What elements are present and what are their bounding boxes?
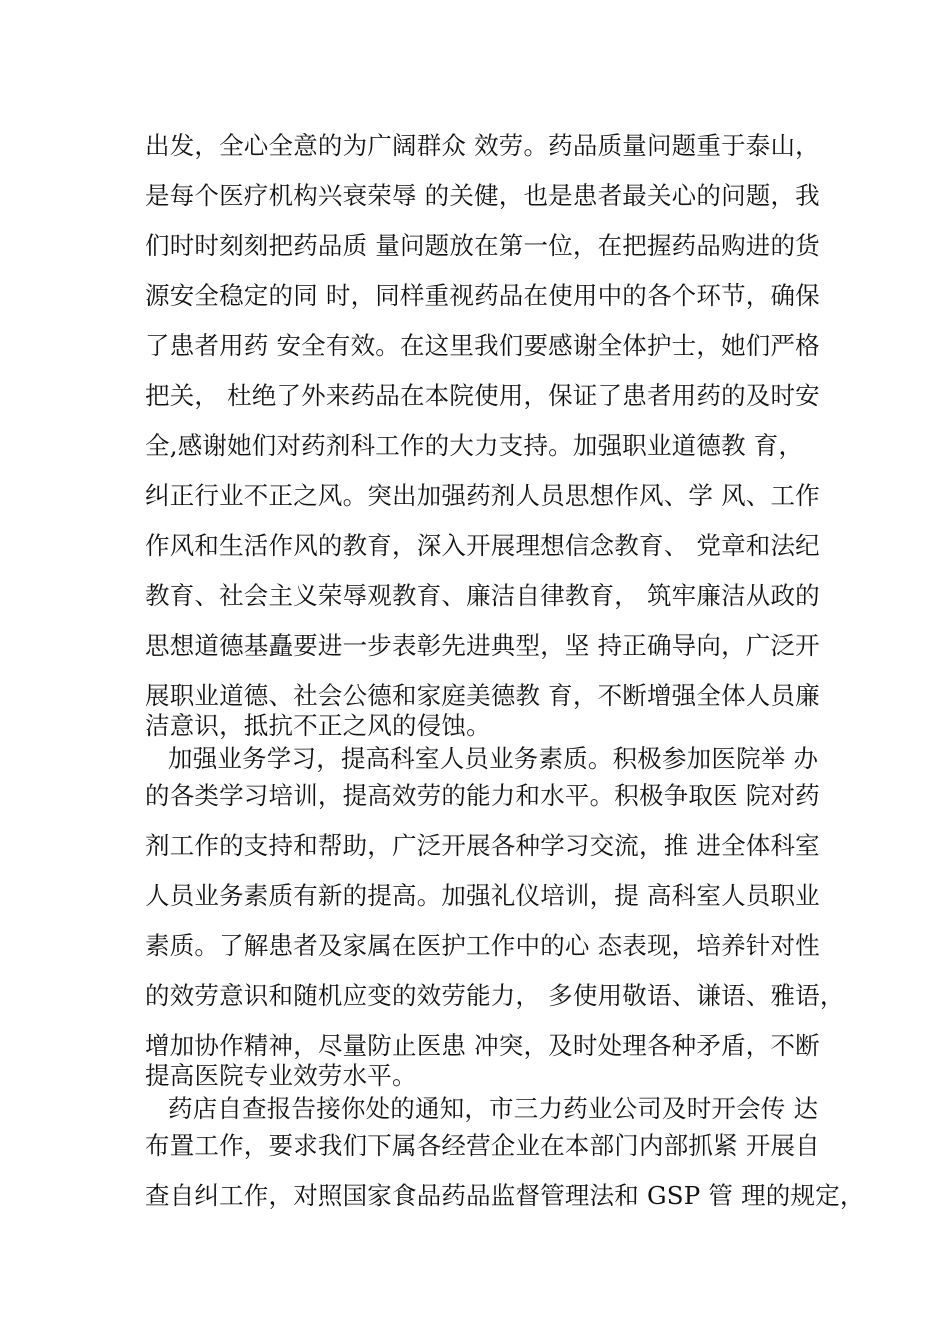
paragraph-first-line: 药店自查报告接你处的通知，市三力药业公司及时开会传 达 xyxy=(168,1094,819,1123)
paragraph-first-line: 加强业务学习，提高科室人员业务素质。积极参加医院举 办 xyxy=(168,744,819,773)
text-line: 展职业道德、社会公德和家庭美德教 育，不断增强全体人员廉 xyxy=(145,681,820,710)
text-line: 人员业务素质有新的提高。加强礼仪培训，提 高科室人员职业 xyxy=(145,881,820,910)
text-line: 洁意识，抵抗不正之风的侵蚀。 xyxy=(145,711,491,740)
text-line: 布置工作，要求我们下属各经营企业在本部门内部抓紧 开展自 xyxy=(145,1131,820,1160)
text-line: 的效劳意识和随机应变的效劳能力， 多使用敬语、谦语、雅语， xyxy=(145,981,845,1010)
text-line: 查自纠工作，对照国家食品药品监督管理法和 GSP 管 理的规定， xyxy=(145,1181,865,1210)
text-line: 思想道德基矗要进一步表彰先进典型，坚 持正确导向，广泛开 xyxy=(145,631,820,660)
text-line: 的各类学习培训，提高效劳的能力和水平。积极争取医 院对药 xyxy=(145,781,820,810)
text-line: 增加协作精神，尽量防止医患 冲突，及时处理各种矛盾，不断 xyxy=(145,1031,820,1060)
text-line: 剂工作的支持和帮助，广泛开展各种学习交流，推 进全体科室 xyxy=(145,831,820,860)
text-line: 作风和生活作风的教育，深入开展理想信念教育、 党章和法纪 xyxy=(145,531,820,560)
text-line: 出发，全心全意的为广阔群众 效劳。药品质量问题重于泰山， xyxy=(145,131,820,160)
text-line: 提高医院专业效劳水平。 xyxy=(145,1061,417,1090)
text-line: 们时时刻刻把药品质 量问题放在第一位，在把握药品购进的货 xyxy=(145,231,820,260)
text-line: 全,感谢她们对药剂科工作的大力支持。加强职业道德教 育， xyxy=(145,431,804,460)
text-line: 素质。了解患者及家属在医护工作中的心 态表现，培养针对性 xyxy=(145,931,820,960)
text-line: 教育、社会主义荣辱观教育、廉洁自律教育， 筑牢廉洁从政的 xyxy=(145,581,820,610)
text-line: 是每个医疗机构兴衰荣辱 的关健，也是患者最关心的问题，我 xyxy=(145,181,820,210)
text-line: 源安全稳定的同 时，同样重视药品在使用中的各个环节，确保 xyxy=(145,281,820,310)
text-line: 纠正行业不正之风。突出加强药剂人员思想作风、学 风、工作 xyxy=(145,481,820,510)
text-line: 把关， 杜绝了外来药品在本院使用，保证了患者用药的及时安 xyxy=(145,381,820,410)
text-line: 了患者用药 安全有效。在这里我们要感谢全体护士，她们严格 xyxy=(145,331,820,360)
